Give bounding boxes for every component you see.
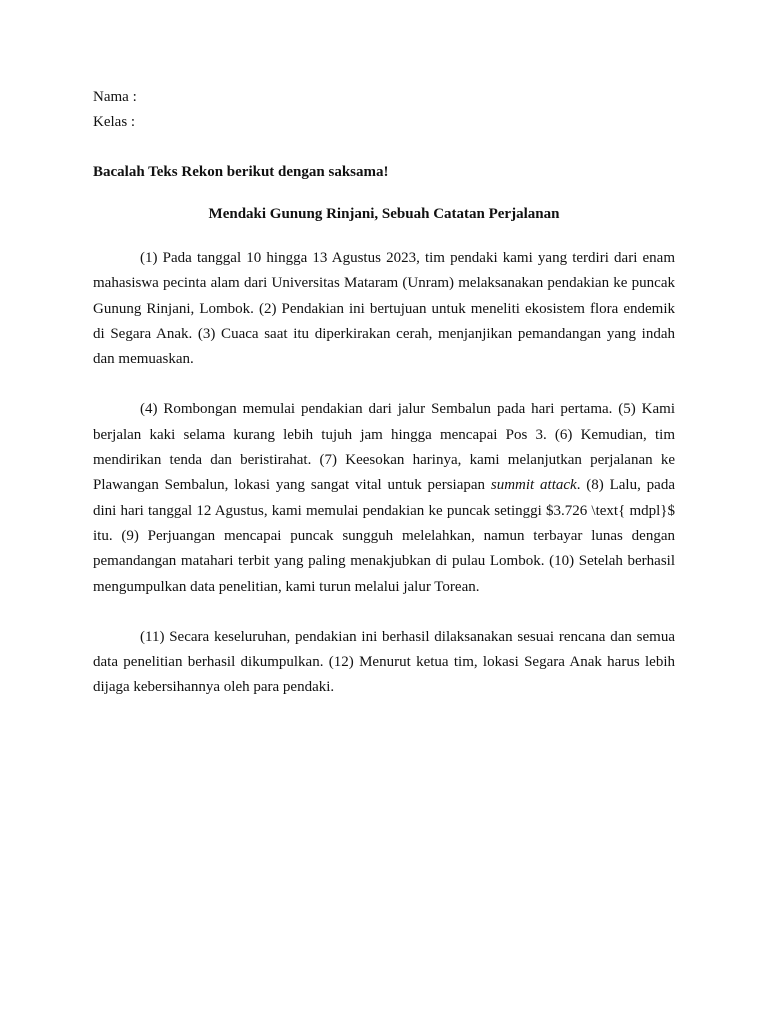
- paragraph-2: [93, 397, 675, 599]
- paragraph-2-part-b: . (8) Lalu, pada dini hari tanggal 12 Agustus, kami memulai pendakian ke puncak setinggi $3.726 \text{ mdpl}$ itu. (9) Perjuangan mencapai puncak sungguh melelahkan, namun terbayar lunas dengan pemandangan matahari terbit yang paling menakjubkan di pulau Lombok. (10) Setelah berhasil mengumpulkan data penelitian, kami turun melalui jalur Torean.: [93, 477, 675, 595]
- paragraph-3: (11) Secara keseluruhan, pendakian ini berhasil dilaksanakan sesuai rencana dan semua data penelitian berhasil dikumpulkan. (12) Menurut ketua tim, lokasi Segara Anak harus lebih dijaga kebersihannya oleh para pendaki.: [93, 628, 675, 696]
- document-page: [93, 85, 675, 701]
- text-title: Mendaki Gunung Rinjani, Sebuah Catatan Perjalanan: [208, 206, 560, 222]
- name-field-label: Nama :: [93, 89, 137, 105]
- paragraph-1: (1) Pada tanggal 10 hingga 13 Agustus 2023, tim pendaki kami yang terdiri dari enam mahasiswa pecinta alam dari Universitas Mataram (Unram) melaksanakan pendakian ke puncak Gunung Rinjani, Lombok. (2) Pendakian ini bertujuan untuk meneliti ekosistem flora endemik di Segara Anak. (3) Cuaca saat itu diperkirakan cerah, menjanjikan pemandangan yang indah dan memuaskan.: [93, 250, 675, 368]
- italic-term: summit attack: [490, 477, 577, 494]
- instruction-text: Bacalah Teks Rekon berikut dengan saksama!: [93, 164, 389, 180]
- class-field-label: Kelas :: [93, 114, 136, 130]
- paragraph-2-part-a: (4) Rombongan memulai pendakian dari jalur Sembalun pada hari pertama. (5) Kami berjalan kaki selama kurang lebih tujuh jam hingga mencapai Pos 3. (6) Kemudian, tim mendirikan tenda dan beristirahat. (7) Keesokan harinya, kami melanjutkan perjalanan ke Plawangan Sembalun, lokasi yang sangat vital untuk persiapan: [93, 401, 675, 494]
